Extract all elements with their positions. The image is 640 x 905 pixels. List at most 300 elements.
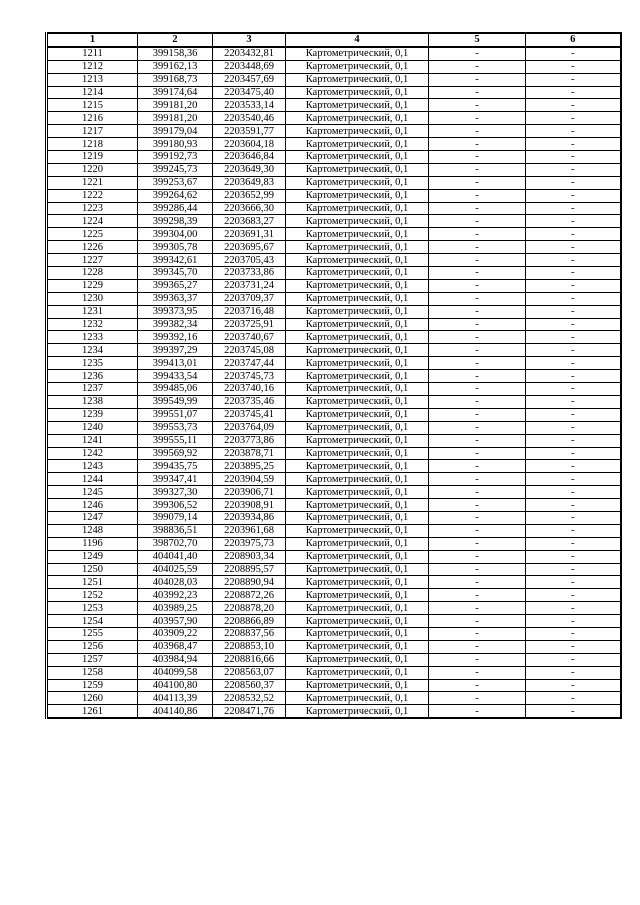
x-coordinate-cell: 399549,99 [138,395,213,408]
col6-cell: - [526,615,621,628]
col6-cell: - [526,99,621,112]
point-number-cell: 1234 [47,344,138,357]
x-coordinate-cell: 399174,64 [138,86,213,99]
point-number-cell: 1227 [47,254,138,267]
table-row [47,589,621,602]
col6-cell: - [526,176,621,189]
x-coordinate-cell: 404025,59 [138,563,213,576]
x-coordinate-cell: 398836,51 [138,524,213,537]
table-row [47,151,621,164]
header-col-5: 5 [429,33,526,47]
y-coordinate-cell: 2203934,86 [213,511,286,524]
y-coordinate-cell: 2203745,73 [213,370,286,383]
point-number-cell: 1242 [47,447,138,460]
table-row [47,318,621,331]
col5-cell: - [429,434,526,447]
x-coordinate-cell: 399298,39 [138,215,213,228]
table-row [47,692,621,705]
table-header-row [47,33,621,47]
method-cell: Картометрический, 0,1 [286,228,429,241]
y-coordinate-cell: 2208878,20 [213,602,286,615]
x-coordinate-cell: 399168,73 [138,73,213,86]
table-row [47,163,621,176]
x-coordinate-cell: 399413,01 [138,357,213,370]
col5-cell: - [429,537,526,550]
x-coordinate-cell: 403984,94 [138,653,213,666]
col5-cell: - [429,447,526,460]
col6-cell: - [526,653,621,666]
x-coordinate-cell: 399327,30 [138,486,213,499]
y-coordinate-cell: 2203432,81 [213,47,286,60]
table-row [47,176,621,189]
col5-cell: - [429,267,526,280]
method-cell: Картометрический, 0,1 [286,460,429,473]
col5-cell: - [429,176,526,189]
point-number-cell: 1244 [47,473,138,486]
col5-cell: - [429,370,526,383]
method-cell: Картометрический, 0,1 [286,537,429,550]
col6-cell: - [526,344,621,357]
col5-cell: - [429,344,526,357]
point-number-cell: 1251 [47,576,138,589]
col6-cell: - [526,447,621,460]
table-row [47,524,621,537]
table-row [47,705,621,718]
method-cell: Картометрический, 0,1 [286,279,429,292]
col6-cell: - [526,125,621,138]
method-cell: Картометрический, 0,1 [286,486,429,499]
table-row [47,47,621,60]
method-cell: Картометрический, 0,1 [286,679,429,692]
table-row [47,112,621,125]
col5-cell: - [429,666,526,679]
point-number-cell: 1235 [47,357,138,370]
col5-cell: - [429,563,526,576]
table-row [47,305,621,318]
x-coordinate-cell: 399382,34 [138,318,213,331]
table-row [47,99,621,112]
col5-cell: - [429,163,526,176]
y-coordinate-cell: 2203716,48 [213,305,286,318]
y-coordinate-cell: 2203652,99 [213,189,286,202]
col6-cell: - [526,305,621,318]
x-coordinate-cell: 399551,07 [138,408,213,421]
method-cell: Картометрический, 0,1 [286,138,429,151]
col5-cell: - [429,499,526,512]
y-coordinate-cell: 2203740,67 [213,331,286,344]
col6-cell: - [526,189,621,202]
point-number-cell: 1217 [47,125,138,138]
method-cell: Картометрический, 0,1 [286,692,429,705]
col5-cell: - [429,112,526,125]
y-coordinate-cell: 2203725,91 [213,318,286,331]
x-coordinate-cell: 399306,52 [138,499,213,512]
point-number-cell: 1248 [47,524,138,537]
method-cell: Картометрический, 0,1 [286,383,429,396]
point-number-cell: 1240 [47,421,138,434]
y-coordinate-cell: 2208816,66 [213,653,286,666]
col6-cell: - [526,460,621,473]
header-col-3: 3 [213,33,286,47]
y-coordinate-cell: 2203604,18 [213,138,286,151]
point-number-cell: 1213 [47,73,138,86]
method-cell: Картометрический, 0,1 [286,421,429,434]
col6-cell: - [526,666,621,679]
method-cell: Картометрический, 0,1 [286,99,429,112]
x-coordinate-cell: 399435,75 [138,460,213,473]
method-cell: Картометрический, 0,1 [286,292,429,305]
y-coordinate-cell: 2208837,56 [213,627,286,640]
point-number-cell: 1256 [47,640,138,653]
method-cell: Картометрический, 0,1 [286,189,429,202]
method-cell: Картометрический, 0,1 [286,112,429,125]
table-row [47,292,621,305]
col5-cell: - [429,473,526,486]
x-coordinate-cell: 399397,29 [138,344,213,357]
col5-cell: - [429,692,526,705]
method-cell: Картометрический, 0,1 [286,640,429,653]
col6-cell: - [526,383,621,396]
point-number-cell: 1216 [47,112,138,125]
x-coordinate-cell: 399286,44 [138,202,213,215]
col5-cell: - [429,47,526,60]
y-coordinate-cell: 2208532,52 [213,692,286,705]
col6-cell: - [526,357,621,370]
col5-cell: - [429,99,526,112]
col5-cell: - [429,653,526,666]
point-number-cell: 1225 [47,228,138,241]
y-coordinate-cell: 2208853,10 [213,640,286,653]
y-coordinate-cell: 2203747,44 [213,357,286,370]
y-coordinate-cell: 2203745,08 [213,344,286,357]
method-cell: Картометрический, 0,1 [286,125,429,138]
x-coordinate-cell: 399365,27 [138,279,213,292]
method-cell: Картометрический, 0,1 [286,434,429,447]
x-coordinate-cell: 399179,04 [138,125,213,138]
col5-cell: - [429,602,526,615]
col5-cell: - [429,627,526,640]
table-row [47,550,621,563]
point-number-cell: 1196 [47,537,138,550]
x-coordinate-cell: 404140,86 [138,705,213,718]
col6-cell: - [526,73,621,86]
y-coordinate-cell: 2203764,09 [213,421,286,434]
col5-cell: - [429,408,526,421]
method-cell: Картометрический, 0,1 [286,47,429,60]
y-coordinate-cell: 2203906,71 [213,486,286,499]
col6-cell: - [526,537,621,550]
point-number-cell: 1222 [47,189,138,202]
x-coordinate-cell: 399569,92 [138,447,213,460]
y-coordinate-cell: 2203695,67 [213,241,286,254]
method-cell: Картометрический, 0,1 [286,60,429,73]
col6-cell: - [526,228,621,241]
x-coordinate-cell: 399162,13 [138,60,213,73]
point-number-cell: 1231 [47,305,138,318]
table-row [47,640,621,653]
table-row [47,460,621,473]
table-row [47,434,621,447]
table-row [47,241,621,254]
y-coordinate-cell: 2208866,89 [213,615,286,628]
col5-cell: - [429,228,526,241]
x-coordinate-cell: 399181,20 [138,99,213,112]
y-coordinate-cell: 2203646,84 [213,151,286,164]
col5-cell: - [429,202,526,215]
x-coordinate-cell: 399245,73 [138,163,213,176]
col6-cell: - [526,202,621,215]
col6-cell: - [526,627,621,640]
point-number-cell: 1253 [47,602,138,615]
col5-cell: - [429,640,526,653]
x-coordinate-cell: 403968,47 [138,640,213,653]
method-cell: Картометрический, 0,1 [286,705,429,718]
y-coordinate-cell: 2208890,94 [213,576,286,589]
method-cell: Картометрический, 0,1 [286,615,429,628]
col6-cell: - [526,370,621,383]
point-number-cell: 1246 [47,499,138,512]
method-cell: Картометрический, 0,1 [286,550,429,563]
x-coordinate-cell: 399158,36 [138,47,213,60]
table-row [47,189,621,202]
y-coordinate-cell: 2208872,26 [213,589,286,602]
x-coordinate-cell: 403957,90 [138,615,213,628]
col5-cell: - [429,138,526,151]
table-row [47,576,621,589]
point-number-cell: 1212 [47,60,138,73]
method-cell: Картометрический, 0,1 [286,357,429,370]
y-coordinate-cell: 2203961,68 [213,524,286,537]
table-row [47,331,621,344]
col6-cell: - [526,241,621,254]
col6-cell: - [526,524,621,537]
method-cell: Картометрический, 0,1 [286,627,429,640]
point-number-cell: 1237 [47,383,138,396]
col6-cell: - [526,395,621,408]
col5-cell: - [429,383,526,396]
method-cell: Картометрический, 0,1 [286,576,429,589]
x-coordinate-cell: 399485,06 [138,383,213,396]
table-row [47,563,621,576]
x-coordinate-cell: 399304,00 [138,228,213,241]
col6-cell: - [526,215,621,228]
table-row [47,408,621,421]
point-number-cell: 1254 [47,615,138,628]
col5-cell: - [429,486,526,499]
col6-cell: - [526,499,621,512]
col5-cell: - [429,550,526,563]
col5-cell: - [429,254,526,267]
x-coordinate-cell: 404113,39 [138,692,213,705]
point-number-cell: 1211 [47,47,138,60]
y-coordinate-cell: 2203975,73 [213,537,286,550]
table-row [47,666,621,679]
col6-cell: - [526,434,621,447]
method-cell: Картометрический, 0,1 [286,176,429,189]
y-coordinate-cell: 2203735,46 [213,395,286,408]
method-cell: Картометрический, 0,1 [286,73,429,86]
col6-cell: - [526,112,621,125]
col6-cell: - [526,421,621,434]
method-cell: Картометрический, 0,1 [286,202,429,215]
y-coordinate-cell: 2203731,24 [213,279,286,292]
col6-cell: - [526,473,621,486]
header-col-1: 1 [47,33,138,47]
table-row [47,138,621,151]
col5-cell: - [429,279,526,292]
table-row [47,267,621,280]
table-row [47,653,621,666]
method-cell: Картометрический, 0,1 [286,254,429,267]
col6-cell: - [526,47,621,60]
x-coordinate-cell: 399392,16 [138,331,213,344]
col6-cell: - [526,138,621,151]
method-cell: Картометрический, 0,1 [286,151,429,164]
point-number-cell: 1247 [47,511,138,524]
table-body [47,47,621,718]
y-coordinate-cell: 2203591,77 [213,125,286,138]
y-coordinate-cell: 2203666,30 [213,202,286,215]
table-row [47,447,621,460]
point-number-cell: 1233 [47,331,138,344]
x-coordinate-cell: 399305,78 [138,241,213,254]
col5-cell: - [429,576,526,589]
col5-cell: - [429,524,526,537]
y-coordinate-cell: 2203649,30 [213,163,286,176]
col5-cell: - [429,589,526,602]
y-coordinate-cell: 2203904,59 [213,473,286,486]
col5-cell: - [429,357,526,370]
table-row [47,73,621,86]
col5-cell: - [429,73,526,86]
point-number-cell: 1228 [47,267,138,280]
method-cell: Картометрический, 0,1 [286,589,429,602]
y-coordinate-cell: 2203448,69 [213,60,286,73]
table-row [47,511,621,524]
table-row [47,202,621,215]
point-number-cell: 1255 [47,627,138,640]
table-row [47,602,621,615]
method-cell: Картометрический, 0,1 [286,318,429,331]
point-number-cell: 1229 [47,279,138,292]
col5-cell: - [429,421,526,434]
method-cell: Картометрический, 0,1 [286,215,429,228]
method-cell: Картометрический, 0,1 [286,395,429,408]
col6-cell: - [526,254,621,267]
table-row [47,537,621,550]
col5-cell: - [429,292,526,305]
x-coordinate-cell: 404099,58 [138,666,213,679]
method-cell: Картометрический, 0,1 [286,499,429,512]
y-coordinate-cell: 2203533,14 [213,99,286,112]
col5-cell: - [429,125,526,138]
y-coordinate-cell: 2208903,34 [213,550,286,563]
y-coordinate-cell: 2203878,71 [213,447,286,460]
x-coordinate-cell: 399342,61 [138,254,213,267]
method-cell: Картометрический, 0,1 [286,344,429,357]
point-number-cell: 1249 [47,550,138,563]
col5-cell: - [429,215,526,228]
y-coordinate-cell: 2203773,86 [213,434,286,447]
point-number-cell: 1238 [47,395,138,408]
x-coordinate-cell: 399192,73 [138,151,213,164]
col5-cell: - [429,615,526,628]
table-row [47,357,621,370]
col5-cell: - [429,86,526,99]
point-number-cell: 1230 [47,292,138,305]
col5-cell: - [429,331,526,344]
table-row [47,370,621,383]
col6-cell: - [526,279,621,292]
x-coordinate-cell: 399264,62 [138,189,213,202]
col5-cell: - [429,241,526,254]
x-coordinate-cell: 399253,67 [138,176,213,189]
col6-cell: - [526,511,621,524]
x-coordinate-cell: 399079,14 [138,511,213,524]
col6-cell: - [526,679,621,692]
y-coordinate-cell: 2208895,57 [213,563,286,576]
method-cell: Картометрический, 0,1 [286,653,429,666]
y-coordinate-cell: 2203649,83 [213,176,286,189]
method-cell: Картометрический, 0,1 [286,473,429,486]
col6-cell: - [526,60,621,73]
y-coordinate-cell: 2203683,27 [213,215,286,228]
method-cell: Картометрический, 0,1 [286,305,429,318]
table-row [47,60,621,73]
point-number-cell: 1236 [47,370,138,383]
point-number-cell: 1257 [47,653,138,666]
point-number-cell: 1232 [47,318,138,331]
point-number-cell: 1220 [47,163,138,176]
x-coordinate-cell: 403909,22 [138,627,213,640]
x-coordinate-cell: 403989,25 [138,602,213,615]
col6-cell: - [526,640,621,653]
table-row [47,486,621,499]
col5-cell: - [429,511,526,524]
table-row [47,228,621,241]
method-cell: Картометрический, 0,1 [286,408,429,421]
col6-cell: - [526,563,621,576]
col5-cell: - [429,460,526,473]
point-number-cell: 1258 [47,666,138,679]
col6-cell: - [526,550,621,563]
x-coordinate-cell: 398702,70 [138,537,213,550]
col6-cell: - [526,692,621,705]
col6-cell: - [526,267,621,280]
col5-cell: - [429,189,526,202]
y-coordinate-cell: 2203709,37 [213,292,286,305]
x-coordinate-cell: 399345,70 [138,267,213,280]
y-coordinate-cell: 2203540,46 [213,112,286,125]
method-cell: Картометрический, 0,1 [286,666,429,679]
y-coordinate-cell: 2203705,43 [213,254,286,267]
y-coordinate-cell: 2203908,91 [213,499,286,512]
y-coordinate-cell: 2203895,25 [213,460,286,473]
table-row [47,627,621,640]
y-coordinate-cell: 2208563,07 [213,666,286,679]
table-row [47,615,621,628]
point-number-cell: 1245 [47,486,138,499]
table-row [47,395,621,408]
col6-cell: - [526,486,621,499]
y-coordinate-cell: 2203733,86 [213,267,286,280]
method-cell: Картометрический, 0,1 [286,602,429,615]
col6-cell: - [526,86,621,99]
y-coordinate-cell: 2203475,40 [213,86,286,99]
point-number-cell: 1223 [47,202,138,215]
y-coordinate-cell: 2203740,16 [213,383,286,396]
point-number-cell: 1221 [47,176,138,189]
